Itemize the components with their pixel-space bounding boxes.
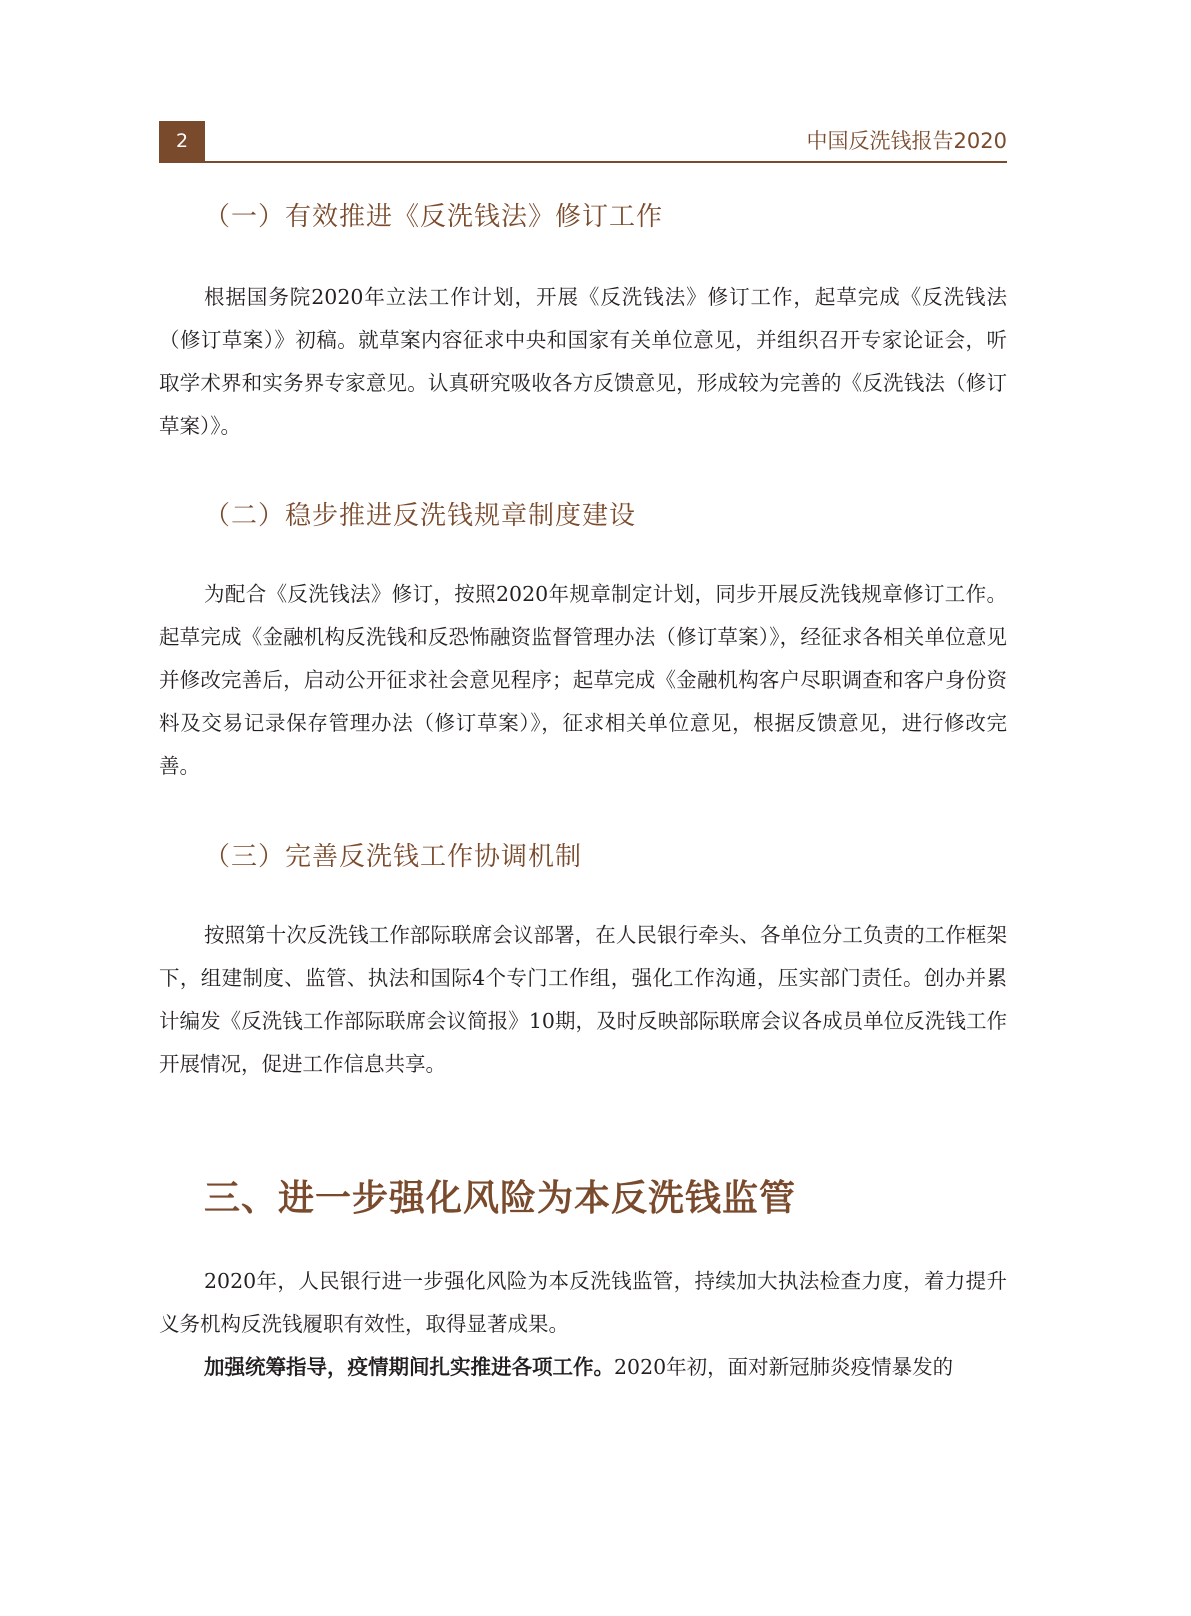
section-paragraph-3: 按照第十次反洗钱工作部际联席会议部署，在人民银行牵头、各单位分工负责的工作框架下，组建制度、监管、执法和国际4个专门工作组，强化工作沟通，压实部门责任。创办并累计编发《反洗钱工作部际联席会议简报》10期，及时反映部际联席会议各成员单位反洗钱工作开展情况，促进工作信息共享。 bbox=[159, 923, 1007, 1076]
section-paragraph-2: 为配合《反洗钱法》修订，按照2020年规章制定计划，同步开展反洗钱规章修订工作。起草完成《金融机构反洗钱和反恐怖融资监督管理办法（修订草案）》，经征求各相关单位意见并修改完善后，启动公开征求社会意见程序；起草完成《金融机构客户尽职调查和客户身份资料及交易记录保存管理办法（修订草案）》，征求相关单位意见，根据反馈意见，进行修改完善。 bbox=[159, 582, 1007, 778]
lead-rest-text: 2020年初，面对新冠肺炎疫情暴发的 bbox=[614, 1355, 954, 1379]
page-number: 2 bbox=[159, 121, 205, 161]
page-header bbox=[159, 121, 1007, 163]
chapter-heading: 三、进一步强化风险为本反洗钱监管 bbox=[204, 1177, 797, 1219]
section-heading-3: （三）完善反洗钱工作协调机制 bbox=[204, 842, 583, 872]
chapter-lead-paragraph bbox=[159, 1346, 1007, 1389]
report-title: 中国反洗钱报告2020 bbox=[806, 129, 1007, 153]
section-paragraph-1: 根据国务院2020年立法工作计划，开展《反洗钱法》修订工作，起草完成《反洗钱法（修订草案）》初稿。就草案内容征求中央和国家有关单位意见，并组织召开专家论证会，听取学术界和实务界专家意见。认真研究吸收各方反馈意见，形成较为完善的《反洗钱法（修订草案）》。 bbox=[159, 285, 1007, 438]
chapter-intro-paragraph: 2020年，人民银行进一步强化风险为本反洗钱监管，持续加大执法检查力度，着力提升义务机构反洗钱履职有效性，取得显著成果。 bbox=[159, 1269, 1007, 1336]
lead-bold-text: 加强统筹指导，疫情期间扎实推进各项工作。 bbox=[204, 1355, 614, 1379]
section-heading-2: （二）稳步推进反洗钱规章制度建设 bbox=[204, 501, 637, 531]
section-heading-1: （一）有效推进《反洗钱法》修订工作 bbox=[204, 202, 664, 232]
